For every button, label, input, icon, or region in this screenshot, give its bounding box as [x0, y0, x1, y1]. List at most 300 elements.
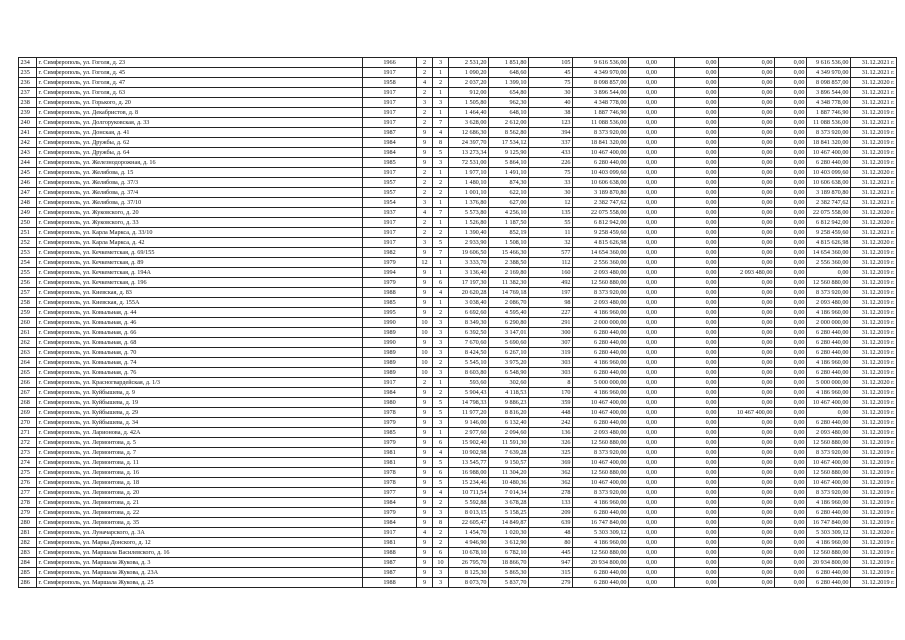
residential-area-cell: 4 118,53 [489, 388, 529, 398]
house-address-cell: г. Симферополь, ул. Ковыльная, д. 44 [37, 308, 363, 318]
cost-col-3-cell: 0,00 [719, 158, 775, 168]
entrances-count-cell: 5 [433, 458, 449, 468]
floors-count-cell: 2 [417, 88, 433, 98]
cost-col-5-cell: 14 654 360,00 [807, 248, 851, 258]
total-cost-cell: 8 373 920,00 [573, 448, 629, 458]
table-row [19, 168, 897, 178]
commission-year-cell: 1957 [363, 188, 417, 198]
row-number-cell: 242 [19, 138, 37, 148]
total-area-cell: 1 090,20 [449, 68, 489, 78]
cost-col-3-cell: 0,00 [719, 188, 775, 198]
cost-col-2-cell: 0,00 [675, 378, 719, 388]
total-cost-cell: 8 373 920,00 [573, 488, 629, 498]
floors-count-cell: 10 [417, 368, 433, 378]
residents-count-cell: 325 [529, 448, 573, 458]
completion-date-cell: 31.12.2020 г. [851, 168, 897, 178]
floors-count-cell: 9 [417, 438, 433, 448]
residents-count-cell: 32 [529, 238, 573, 248]
residential-area-cell: 1 399,10 [489, 78, 529, 88]
row-number-cell: 286 [19, 578, 37, 588]
cost-col-5-cell: 4 348 778,00 [807, 98, 851, 108]
cost-col-3-cell: 0,00 [719, 558, 775, 568]
residential-area-cell: 3 975,20 [489, 358, 529, 368]
cost-col-5-cell: 18 841 320,00 [807, 138, 851, 148]
total-area-cell: 15 234,46 [449, 478, 489, 488]
row-number-cell: 276 [19, 478, 37, 488]
floors-count-cell: 9 [417, 458, 433, 468]
total-cost-cell: 9 616 536,00 [573, 58, 629, 68]
entrances-count-cell: 2 [433, 538, 449, 548]
cost-col-5-cell: 8 373 920,00 [807, 288, 851, 298]
cost-col-4-cell: 0,00 [775, 298, 807, 308]
cost-col-4-cell: 0,00 [775, 378, 807, 388]
cost-col-2-cell: 0,00 [675, 138, 719, 148]
cost-col-2-cell: 0,00 [675, 178, 719, 188]
total-area-cell: 8 125,30 [449, 568, 489, 578]
entrances-count-cell: 1 [433, 68, 449, 78]
cost-col-5-cell: 3 896 544,00 [807, 88, 851, 98]
cost-col-2-cell: 0,00 [675, 168, 719, 178]
table-row [19, 388, 897, 398]
cost-col-3-cell: 0,00 [719, 358, 775, 368]
house-address-cell: г. Симферополь, ул. Кечкеметская, д. 69/155 [37, 248, 363, 258]
cost-col-1-cell: 0,00 [629, 558, 675, 568]
entrances-count-cell: 1 [433, 168, 449, 178]
entrances-count-cell: 1 [433, 428, 449, 438]
entrances-count-cell: 7 [433, 248, 449, 258]
residents-count-cell: 337 [529, 138, 573, 148]
commission-year-cell: 1978 [363, 468, 417, 478]
total-cost-cell: 6 280 440,00 [573, 348, 629, 358]
table-row [19, 518, 897, 528]
row-number-cell: 245 [19, 168, 37, 178]
total-area-cell: 6 392,50 [449, 328, 489, 338]
residential-area-cell: 9 125,90 [489, 148, 529, 158]
house-address-cell: г. Симферополь, ул. Декабристов, д. 8 [37, 108, 363, 118]
commission-year-cell: 1917 [363, 238, 417, 248]
table-row [19, 208, 897, 218]
cost-col-3-cell: 0,00 [719, 238, 775, 248]
cost-col-4-cell: 0,00 [775, 178, 807, 188]
entrances-count-cell: 1 [433, 108, 449, 118]
table-row [19, 158, 897, 168]
completion-date-cell: 31.12.2019 г. [851, 538, 897, 548]
house-address-cell: г. Симферополь, ул. Марка Донского, д. 12 [37, 538, 363, 548]
house-address-cell: г. Симферополь, ул. Гоголя, д. 45 [37, 68, 363, 78]
residents-count-cell: 362 [529, 478, 573, 488]
entrances-count-cell: 3 [433, 418, 449, 428]
total-area-cell: 15 902,40 [449, 438, 489, 448]
total-area-cell: 10 902,98 [449, 448, 489, 458]
commission-year-cell: 1984 [363, 138, 417, 148]
residential-area-cell: 648,10 [489, 108, 529, 118]
floors-count-cell: 2 [417, 108, 433, 118]
total-cost-cell: 10 467 400,00 [573, 478, 629, 488]
house-address-cell: г. Симферополь, ул. Лермонтова, д. 18 [37, 478, 363, 488]
total-area-cell: 8 349,30 [449, 318, 489, 328]
row-number-cell: 239 [19, 108, 37, 118]
residential-area-cell: 17 534,12 [489, 138, 529, 148]
row-number-cell: 262 [19, 338, 37, 348]
total-cost-cell: 6 280 440,00 [573, 338, 629, 348]
completion-date-cell: 31.12.2019 г. [851, 148, 897, 158]
residents-count-cell: 394 [529, 128, 573, 138]
residential-area-cell: 3 678,28 [489, 498, 529, 508]
floors-count-cell: 9 [417, 148, 433, 158]
row-number-cell: 283 [19, 548, 37, 558]
floors-count-cell: 9 [417, 468, 433, 478]
completion-date-cell: 31.12.2019 г. [851, 558, 897, 568]
residents-count-cell: 75 [529, 168, 573, 178]
residents-count-cell: 326 [529, 438, 573, 448]
residents-count-cell: 40 [529, 98, 573, 108]
total-cost-cell: 5 303 309,12 [573, 528, 629, 538]
entrances-count-cell: 2 [433, 528, 449, 538]
cost-col-5-cell: 4 349 970,00 [807, 68, 851, 78]
residential-area-cell: 14 769,18 [489, 288, 529, 298]
cost-col-4-cell: 0,00 [775, 198, 807, 208]
cost-col-4-cell: 0,00 [775, 98, 807, 108]
house-address-cell: г. Симферополь, ул. Горького, д. 20 [37, 98, 363, 108]
table-row [19, 358, 897, 368]
completion-date-cell: 31.12.2021 г. [851, 188, 897, 198]
residents-count-cell: 319 [529, 348, 573, 358]
cost-col-2-cell: 0,00 [675, 108, 719, 118]
residents-count-cell: 45 [529, 68, 573, 78]
row-number-cell: 269 [19, 408, 37, 418]
entrances-count-cell: 1 [433, 258, 449, 268]
commission-year-cell: 1984 [363, 148, 417, 158]
cost-col-4-cell: 0,00 [775, 538, 807, 548]
cost-col-1-cell: 0,00 [629, 478, 675, 488]
table-row [19, 338, 897, 348]
cost-col-3-cell: 0,00 [719, 298, 775, 308]
total-cost-cell: 2 000 000,00 [573, 318, 629, 328]
completion-date-cell: 31.12.2019 г. [851, 498, 897, 508]
total-area-cell: 7 670,60 [449, 338, 489, 348]
total-area-cell: 12 686,30 [449, 128, 489, 138]
commission-year-cell: 1917 [363, 98, 417, 108]
residential-area-cell: 10 480,36 [489, 478, 529, 488]
cost-col-5-cell: 4 186 960,00 [807, 308, 851, 318]
cost-col-2-cell: 0,00 [675, 538, 719, 548]
cost-col-3-cell: 0,00 [719, 168, 775, 178]
residential-area-cell: 9 150,57 [489, 458, 529, 468]
entrances-count-cell: 3 [433, 508, 449, 518]
cost-col-3-cell: 0,00 [719, 478, 775, 488]
cost-col-3-cell: 0,00 [719, 208, 775, 218]
house-address-cell: г. Симферополь, ул. Карла Маркса, д. 42 [37, 238, 363, 248]
table-row [19, 558, 897, 568]
house-address-cell: г. Симферополь, ул. Гоголя, д. 47 [37, 78, 363, 88]
completion-date-cell: 31.12.2019 г. [851, 398, 897, 408]
floors-count-cell: 10 [417, 328, 433, 338]
residents-count-cell: 170 [529, 388, 573, 398]
table-row [19, 118, 897, 128]
floors-count-cell: 9 [417, 278, 433, 288]
total-area-cell: 3 628,00 [449, 118, 489, 128]
total-area-cell: 6 692,60 [449, 308, 489, 318]
row-number-cell: 281 [19, 528, 37, 538]
table-row [19, 78, 897, 88]
commission-year-cell: 1979 [363, 258, 417, 268]
row-number-cell: 275 [19, 468, 37, 478]
cost-col-2-cell: 0,00 [675, 148, 719, 158]
entrances-count-cell: 10 [433, 558, 449, 568]
cost-col-1-cell: 0,00 [629, 138, 675, 148]
cost-col-4-cell: 0,00 [775, 108, 807, 118]
cost-col-4-cell: 0,00 [775, 158, 807, 168]
table-row [19, 378, 897, 388]
cost-col-2-cell: 0,00 [675, 518, 719, 528]
total-cost-cell: 12 560 880,00 [573, 468, 629, 478]
cost-col-5-cell: 0,00 [807, 268, 851, 278]
residential-area-cell: 2 169,80 [489, 268, 529, 278]
entrances-count-cell: 8 [433, 518, 449, 528]
house-address-cell: г. Симферополь, ул. Лермонтова, д. 16 [37, 468, 363, 478]
cost-col-3-cell: 0,00 [719, 518, 775, 528]
cost-col-5-cell: 2 382 747,62 [807, 198, 851, 208]
residential-area-cell: 5 865,30 [489, 568, 529, 578]
completion-date-cell: 31.12.2020 г. [851, 378, 897, 388]
table-row [19, 508, 897, 518]
cost-col-1-cell: 0,00 [629, 328, 675, 338]
cost-col-1-cell: 0,00 [629, 438, 675, 448]
row-number-cell: 252 [19, 238, 37, 248]
house-address-cell: г. Симферополь, ул. Дружбы, д. 64 [37, 148, 363, 158]
commission-year-cell: 1981 [363, 538, 417, 548]
cost-col-4-cell: 0,00 [775, 308, 807, 318]
total-cost-cell: 6 280 440,00 [573, 418, 629, 428]
cost-col-3-cell: 0,00 [719, 138, 775, 148]
row-number-cell: 282 [19, 538, 37, 548]
cost-col-1-cell: 0,00 [629, 278, 675, 288]
cost-col-1-cell: 0,00 [629, 128, 675, 138]
cost-col-3-cell: 0,00 [719, 328, 775, 338]
row-number-cell: 243 [19, 148, 37, 158]
total-cost-cell: 9 258 459,60 [573, 228, 629, 238]
cost-col-2-cell: 0,00 [675, 208, 719, 218]
cost-col-2-cell: 0,00 [675, 368, 719, 378]
house-address-cell: г. Симферополь, ул. Железнодорожная, д. 16 [37, 158, 363, 168]
residents-count-cell: 80 [529, 538, 573, 548]
cost-col-4-cell: 0,00 [775, 348, 807, 358]
total-area-cell: 10 678,10 [449, 548, 489, 558]
cost-col-5-cell: 6 280 440,00 [807, 158, 851, 168]
house-address-cell: г. Симферополь, ул. Маршала Жукова, д. 3 [37, 558, 363, 568]
cost-col-4-cell: 0,00 [775, 448, 807, 458]
commission-year-cell: 1985 [363, 158, 417, 168]
total-area-cell: 4 946,90 [449, 538, 489, 548]
cost-col-5-cell: 6 280 440,00 [807, 348, 851, 358]
residential-area-cell: 5 158,25 [489, 508, 529, 518]
cost-col-3-cell: 0,00 [719, 368, 775, 378]
commission-year-cell: 1977 [363, 488, 417, 498]
total-area-cell: 11 977,20 [449, 408, 489, 418]
floors-count-cell: 9 [417, 408, 433, 418]
cost-col-2-cell: 0,00 [675, 238, 719, 248]
cost-col-1-cell: 0,00 [629, 258, 675, 268]
cost-col-3-cell: 0,00 [719, 258, 775, 268]
entrances-count-cell: 2 [433, 388, 449, 398]
cost-col-3-cell: 0,00 [719, 228, 775, 238]
commission-year-cell: 1987 [363, 558, 417, 568]
cost-col-5-cell: 2 093 480,00 [807, 298, 851, 308]
completion-date-cell: 31.12.2021 г. [851, 88, 897, 98]
cost-col-2-cell: 0,00 [675, 128, 719, 138]
residents-count-cell: 227 [529, 308, 573, 318]
floors-count-cell: 9 [417, 138, 433, 148]
row-number-cell: 278 [19, 498, 37, 508]
cost-col-3-cell: 0,00 [719, 528, 775, 538]
table-row [19, 398, 897, 408]
cost-col-5-cell: 10 467 400,00 [807, 148, 851, 158]
cost-col-4-cell: 0,00 [775, 368, 807, 378]
cost-col-2-cell: 0,00 [675, 318, 719, 328]
total-area-cell: 8 424,50 [449, 348, 489, 358]
capital-repair-table [18, 57, 897, 588]
completion-date-cell: 31.12.2019 г. [851, 388, 897, 398]
floors-count-cell: 10 [417, 348, 433, 358]
cost-col-5-cell: 5 000 000,00 [807, 378, 851, 388]
completion-date-cell: 31.12.2019 г. [851, 468, 897, 478]
cost-col-2-cell: 0,00 [675, 418, 719, 428]
cost-col-1-cell: 0,00 [629, 118, 675, 128]
residents-count-cell: 12 [529, 198, 573, 208]
table-row [19, 228, 897, 238]
entrances-count-cell: 3 [433, 58, 449, 68]
entrances-count-cell: 2 [433, 308, 449, 318]
cost-col-4-cell: 0,00 [775, 148, 807, 158]
residents-count-cell: 639 [529, 518, 573, 528]
house-address-cell: г. Симферополь, ул. Лермонтова, д. 20 [37, 488, 363, 498]
residents-count-cell: 577 [529, 248, 573, 258]
total-cost-cell: 2 093 480,00 [573, 428, 629, 438]
total-area-cell: 1 464,40 [449, 108, 489, 118]
cost-col-3-cell: 0,00 [719, 118, 775, 128]
house-address-cell: г. Симферополь, ул. Желябова, д. 37/3 [37, 178, 363, 188]
residents-count-cell: 30 [529, 88, 573, 98]
cost-col-2-cell: 0,00 [675, 478, 719, 488]
total-area-cell: 10 711,54 [449, 488, 489, 498]
table-row [19, 188, 897, 198]
floors-count-cell: 9 [417, 398, 433, 408]
residents-count-cell: 123 [529, 118, 573, 128]
cost-col-4-cell: 0,00 [775, 478, 807, 488]
residents-count-cell: 105 [529, 58, 573, 68]
cost-col-4-cell: 0,00 [775, 558, 807, 568]
house-address-cell: г. Симферополь, ул. Жуковского, д. 33 [37, 218, 363, 228]
house-address-cell: г. Симферополь, ул. Маршала Василевского, д. 16 [37, 548, 363, 558]
cost-col-1-cell: 0,00 [629, 498, 675, 508]
residents-count-cell: 315 [529, 568, 573, 578]
table-row [19, 548, 897, 558]
cost-col-1-cell: 0,00 [629, 168, 675, 178]
row-number-cell: 285 [19, 568, 37, 578]
cost-col-2-cell: 0,00 [675, 558, 719, 568]
cost-col-3-cell: 0,00 [719, 98, 775, 108]
completion-date-cell: 31.12.2019 г. [851, 438, 897, 448]
table-row [19, 178, 897, 188]
house-address-cell: г. Симферополь, ул. Ларионова, д. 42А [37, 428, 363, 438]
house-address-cell: г. Симферополь, ул. Лермонтова, д. 5 [37, 438, 363, 448]
cost-col-1-cell: 0,00 [629, 368, 675, 378]
completion-date-cell: 31.12.2020 г. [851, 528, 897, 538]
total-cost-cell: 11 088 536,00 [573, 118, 629, 128]
completion-date-cell: 31.12.2019 г. [851, 578, 897, 588]
residential-area-cell: 18 866,70 [489, 558, 529, 568]
commission-year-cell: 1988 [363, 578, 417, 588]
total-area-cell: 2 037,20 [449, 78, 489, 88]
cost-col-3-cell: 0,00 [719, 178, 775, 188]
cost-col-4-cell: 0,00 [775, 388, 807, 398]
commission-year-cell: 1985 [363, 428, 417, 438]
table-row [19, 288, 897, 298]
residential-area-cell: 8 816,20 [489, 408, 529, 418]
completion-date-cell: 31.12.2021 г. [851, 58, 897, 68]
table-row [19, 348, 897, 358]
cost-col-3-cell: 0,00 [719, 498, 775, 508]
cost-col-4-cell: 0,00 [775, 578, 807, 588]
residential-area-cell: 648,60 [489, 68, 529, 78]
cost-col-2-cell: 0,00 [675, 508, 719, 518]
house-address-cell: г. Симферополь, ул. Ковыльная, д. 76 [37, 368, 363, 378]
cost-col-4-cell: 0,00 [775, 128, 807, 138]
total-area-cell: 13 273,34 [449, 148, 489, 158]
row-number-cell: 264 [19, 358, 37, 368]
row-number-cell: 237 [19, 88, 37, 98]
commission-year-cell: 1978 [363, 478, 417, 488]
row-number-cell: 272 [19, 438, 37, 448]
floors-count-cell: 4 [417, 208, 433, 218]
total-cost-cell: 14 654 360,00 [573, 248, 629, 258]
entrances-count-cell: 6 [433, 438, 449, 448]
cost-col-5-cell: 8 098 857,00 [807, 78, 851, 88]
row-number-cell: 263 [19, 348, 37, 358]
row-number-cell: 274 [19, 458, 37, 468]
cost-col-4-cell: 0,00 [775, 518, 807, 528]
house-address-cell: г. Симферополь, ул. Лермонтова, д. 7 [37, 448, 363, 458]
cost-col-1-cell: 0,00 [629, 318, 675, 328]
floors-count-cell: 9 [417, 158, 433, 168]
residents-count-cell: 300 [529, 328, 573, 338]
table-row [19, 568, 897, 578]
completion-date-cell: 31.12.2019 г. [851, 548, 897, 558]
commission-year-cell: 1989 [363, 358, 417, 368]
house-address-cell: г. Симферополь, ул. Маршала Жукова, д. 23А [37, 568, 363, 578]
residential-area-cell: 8 562,80 [489, 128, 529, 138]
residential-area-cell: 15 466,30 [489, 248, 529, 258]
completion-date-cell: 31.12.2019 г. [851, 268, 897, 278]
row-number-cell: 259 [19, 308, 37, 318]
table-row [19, 328, 897, 338]
house-address-cell: г. Симферополь, ул. Ковыльная, д. 68 [37, 338, 363, 348]
cost-col-1-cell: 0,00 [629, 178, 675, 188]
entrances-count-cell: 4 [433, 128, 449, 138]
completion-date-cell: 31.12.2021 г. [851, 178, 897, 188]
row-number-cell: 280 [19, 518, 37, 528]
cost-col-2-cell: 0,00 [675, 258, 719, 268]
residents-count-cell: 362 [529, 468, 573, 478]
cost-col-5-cell: 2 000 000,00 [807, 318, 851, 328]
residents-count-cell: 75 [529, 78, 573, 88]
entrances-count-cell: 5 [433, 238, 449, 248]
cost-col-2-cell: 0,00 [675, 578, 719, 588]
cost-col-5-cell: 22 075 558,00 [807, 208, 851, 218]
total-cost-cell: 20 934 800,00 [573, 558, 629, 568]
floors-count-cell: 9 [417, 448, 433, 458]
total-area-cell: 24 397,70 [449, 138, 489, 148]
